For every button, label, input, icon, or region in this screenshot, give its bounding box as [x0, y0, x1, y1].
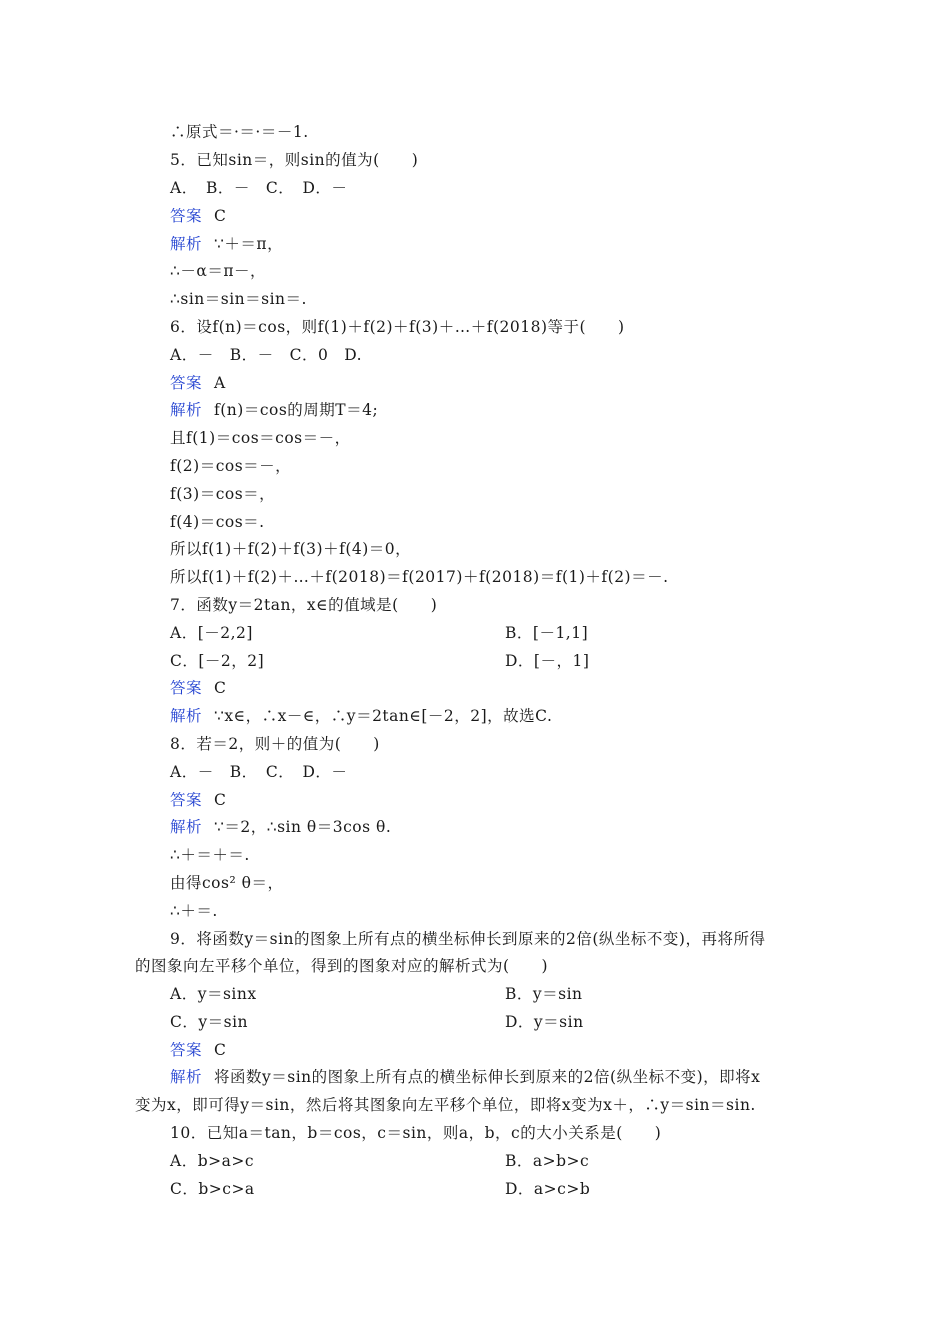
analysis-8 — [170, 814, 391, 840]
option-10a: A．b>a>c — [170, 1152, 255, 1170]
question-7: 7．函数y＝2tan，x∈的值域是( ) — [170, 596, 438, 614]
text-line: 且f(1)＝cos＝cos＝－， — [170, 429, 351, 447]
answer-6 — [170, 370, 226, 396]
text-line: 所以f(1)＋f(2)＋…＋f(2018)＝f(2017)＋f(2018)＝f(1)＋f(2)＝－. — [170, 568, 669, 586]
text-line: f(4)＝cos＝. — [170, 513, 265, 531]
option-7d: D．[－，1] — [505, 652, 590, 670]
answer-8 — [170, 787, 226, 813]
text-line: 由得cos² θ＝， — [170, 874, 284, 892]
option-10b: B．a>b>c — [505, 1152, 590, 1170]
answer-label: 答案 — [170, 1041, 203, 1059]
options-8: A．－ B． C． D．－ — [170, 763, 348, 781]
option-9a: A．y＝sinx — [170, 985, 257, 1003]
text-line: ∴＋＝. — [170, 902, 218, 920]
option-9c: C．y＝sin — [170, 1013, 249, 1031]
question-8: 8．若＝2，则＋的值为( ) — [170, 735, 380, 753]
text-line: 所以f(1)＋f(2)＋f(3)＋f(4)＝0， — [170, 540, 412, 558]
question-9: 9．将函数y＝sin的图象上所有点的横坐标伸长到原来的2倍(纵坐标不变)，再将所得 — [170, 930, 766, 948]
option-7a: A．[－2,2] — [170, 624, 253, 642]
analysis-label: 解析 — [170, 235, 203, 253]
text-line: 变为x，即可得y＝sin，然后将其图象向左平移个单位，即将x变为x＋，∴y＝sin＝sin. — [135, 1096, 756, 1114]
answer-value: C — [214, 1041, 227, 1059]
analysis-label: 解析 — [170, 401, 203, 419]
analysis-text: ∵x∈，∴x－∈，∴y＝2tan∈[－2，2]，故选C. — [214, 707, 553, 725]
option-7b: B．[－1,1] — [505, 624, 589, 642]
analysis-text: ∵＋＝π， — [214, 235, 284, 253]
options-5: A． B．－ C． D．－ — [170, 179, 348, 197]
answer-label: 答案 — [170, 207, 203, 225]
analysis-5 — [170, 231, 283, 257]
answer-value: C — [214, 791, 227, 809]
options-6: A．－ B．－ C．0 D. — [170, 346, 363, 364]
option-10d: D．a>c>b — [505, 1180, 591, 1198]
analysis-text: ∵＝2，∴sin θ＝3cos θ. — [214, 818, 392, 836]
analysis-7 — [170, 703, 552, 729]
answer-value: C — [214, 207, 227, 225]
answer-5 — [170, 203, 226, 229]
analysis-text: 将函数y＝sin的图象上所有点的横坐标伸长到原来的2倍(纵坐标不变)，即将x — [214, 1068, 761, 1086]
text-line: f(2)＝cos＝－， — [170, 457, 292, 475]
text-line: ∴sin＝sin＝sin＝. — [170, 290, 307, 308]
option-10c: C．b>c>a — [170, 1180, 255, 1198]
answer-label: 答案 — [170, 791, 203, 809]
analysis-text: f(n)＝cos的周期T＝4; — [214, 401, 379, 419]
question-6: 6．设f(n)＝cos，则f(1)＋f(2)＋f(3)＋…＋f(2018)等于( ) — [170, 318, 625, 336]
analysis-label: 解析 — [170, 818, 203, 836]
answer-9 — [170, 1037, 226, 1063]
text-line: ∴－α＝π－， — [170, 262, 267, 280]
analysis-6 — [170, 397, 378, 423]
answer-label: 答案 — [170, 374, 203, 392]
option-9d: D．y＝sin — [505, 1013, 584, 1031]
option-7c: C．[－2，2] — [170, 652, 265, 670]
text-line: f(3)＝cos＝， — [170, 485, 276, 503]
analysis-9 — [170, 1064, 760, 1090]
analysis-label: 解析 — [170, 1068, 203, 1086]
analysis-label: 解析 — [170, 707, 203, 725]
option-9b: B．y＝sin — [505, 985, 583, 1003]
question-10: 10．已知a＝tan，b＝cos，c＝sin，则a，b，c的大小关系是( ) — [170, 1124, 662, 1142]
answer-value: A — [214, 374, 226, 392]
question-9-cont: 的图象向左平移个单位，得到的图象对应的解析式为( ) — [135, 957, 549, 975]
answer-7 — [170, 675, 226, 701]
text-line: ∴＋＝＋＝. — [170, 846, 250, 864]
answer-value: C — [214, 679, 227, 697]
answer-label: 答案 — [170, 679, 203, 697]
text-line: ∴原式＝·＝·＝－1. — [170, 123, 309, 141]
question-5: 5．已知sin＝，则sin的值为( ) — [170, 151, 419, 169]
